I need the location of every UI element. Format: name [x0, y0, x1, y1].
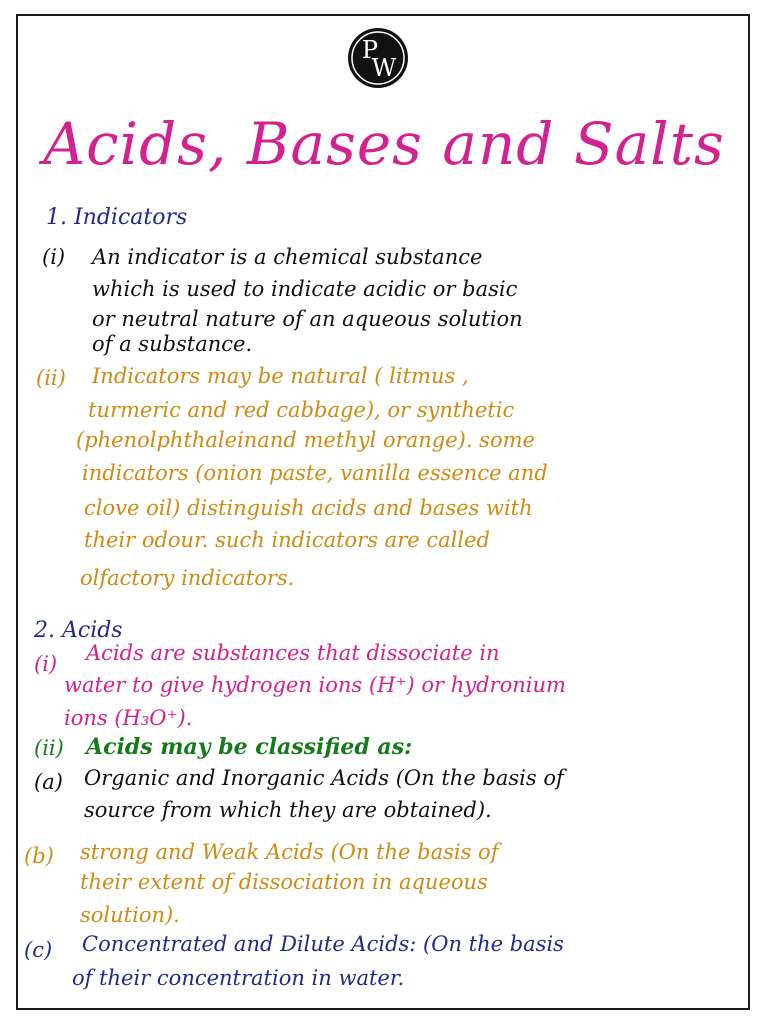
text-line: water to give hydrogen ions (H⁺) or hydronium — [64, 673, 566, 697]
page-title: Acids, Bases and Salts — [43, 110, 725, 178]
pw-logo-icon — [346, 26, 410, 90]
text-line: Acids may be classified as: — [86, 734, 413, 760]
text-line: source from which they are obtained). — [84, 798, 492, 822]
text-line: Concentrated and Dilute Acids: (On the basis — [82, 932, 564, 956]
text-line: ions (H₃O⁺). — [64, 706, 193, 730]
text-line: indicators (onion paste, vanilla essence and — [82, 461, 548, 485]
text-line: clove oil) distinguish acids and bases with — [84, 496, 533, 520]
text-line: An indicator is a chemical substance — [92, 245, 483, 269]
section-heading-indicators: 1. Indicators — [46, 205, 188, 230]
section-heading-acids: 2. Acids — [34, 618, 123, 643]
text-line: which is used to indicate acidic or basic — [92, 277, 518, 301]
acids-p1-marker: (i) — [34, 652, 58, 676]
text-line: or neutral nature of an aqueous solution — [92, 307, 523, 331]
acids-a-marker: (a) — [34, 770, 63, 794]
text-line: Organic and Inorganic Acids (On the basis of — [84, 766, 564, 790]
text-line: solution). — [80, 903, 180, 927]
text-line: (phenolphthaleinand methyl orange). some — [76, 428, 535, 452]
acids-p2-marker: (ii) — [34, 736, 64, 760]
indicators-p2-marker: (ii) — [36, 366, 66, 390]
text-line: their odour. such indicators are called — [84, 528, 490, 552]
logo-letter-w: W — [371, 54, 397, 82]
text-line: turmeric and red cabbage), or synthetic — [88, 398, 515, 422]
text-line: their extent of dissociation in aqueous — [80, 870, 488, 894]
logo-letter-p: P — [361, 36, 379, 64]
text-line: of a substance. — [92, 332, 253, 356]
text-line: strong and Weak Acids (On the basis of — [80, 840, 499, 864]
text-line: of their concentration in water. — [72, 966, 405, 990]
text-line: olfactory indicators. — [80, 566, 295, 590]
indicators-p1-marker: (i) — [42, 245, 66, 269]
acids-c-marker: (c) — [24, 938, 53, 962]
text-line: Indicators may be natural ( litmus , — [92, 364, 469, 388]
acids-b-marker: (b) — [24, 844, 54, 868]
text-line: Acids are substances that dissociate in — [86, 641, 500, 665]
